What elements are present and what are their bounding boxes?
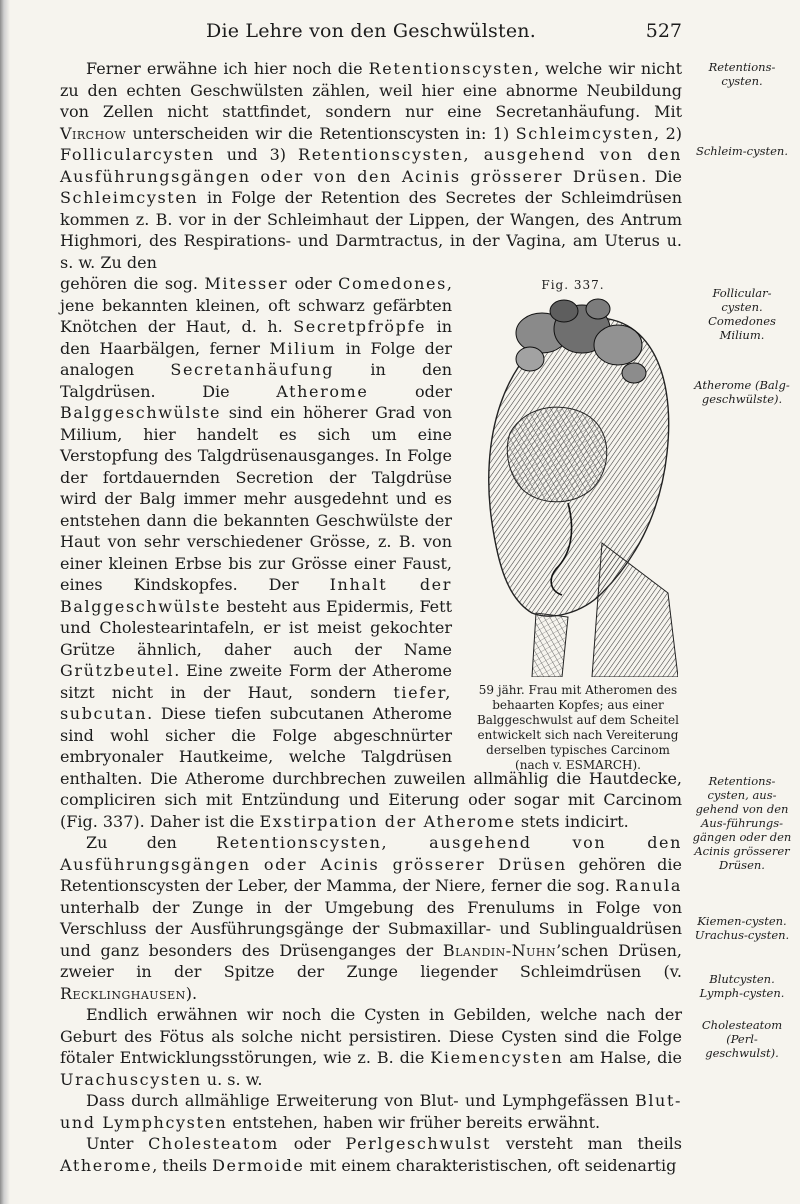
text-run: und 3) <box>214 145 299 164</box>
body-text <box>60 58 682 1176</box>
text-run: ’schen Drüsen, zweier in der Spitze der Zunge liegender Schleimdrüsen (v. <box>60 940 682 981</box>
paragraph-fetal-cysts <box>60 1004 682 1090</box>
running-title: Die Lehre von den Geschwülsten. <box>206 20 536 42</box>
spaced-term: Secretpfröpfe <box>293 317 427 336</box>
text-run: oder <box>368 381 452 401</box>
text-run: in Folge der analogen <box>60 338 452 379</box>
spaced-term: Retentionscysten, ausgehend von den Ausführungsgängen oder von den Acinis grösserer Drüsen <box>60 145 683 186</box>
spaced-term: Grützbeutel <box>60 661 175 680</box>
spaced-term: Secretanhäufung <box>170 360 335 379</box>
text-run: in den Talgdrüsen. Die <box>60 360 453 401</box>
margin-note-blood-lymph: Blutcysten. Lymph-cysten. <box>699 972 785 1000</box>
author-name: Recklinghausen <box>60 983 186 1003</box>
spaced-term: Urachuscysten <box>60 1069 202 1089</box>
spaced-term: tiefer, subcutan <box>60 682 452 723</box>
margin-note-cholesteatoma: Cholesteatom (Perl-geschwulst). <box>701 1018 783 1060</box>
spaced-term: Ranula <box>615 876 682 895</box>
author-name: Blandin-Nuhn <box>442 940 557 960</box>
margin-note-mucous: Schleim-cysten. <box>695 144 788 158</box>
text-run: mit einem charakteristischen, oft seidenartig <box>304 1155 677 1175</box>
text-run: ). <box>185 983 198 1003</box>
page-gutter-shadow <box>0 0 10 1204</box>
text-run: Dass durch allmählige Erweiterung von Blut- und Lymphgefässen <box>86 1091 635 1110</box>
text-run: Ferner erwähne ich hier noch die <box>86 59 369 78</box>
text-run: , theils <box>152 1155 213 1175</box>
margin-note-branchial: Kiemen-cysten. Urachus-cysten. <box>694 914 790 942</box>
spaced-term: Atherome <box>60 1155 153 1175</box>
text-run: am Halse, die <box>563 1048 683 1067</box>
text-run: in den Haarbälgen, ferner <box>60 317 452 358</box>
text-run: , jene bekannten kleinen, oft schwarz gefärbten Knötchen der Haut, d. h. <box>60 274 452 336</box>
page-number: 527 <box>645 20 682 42</box>
text-run: sind ein höherer Grad von Milium, hier handelt es sich um eine Verstopfung des Talgdrüsenausganges. In Folge der fortdauernden Secretion der Talgdrüse wird der Balg immer mehr ausgedehnt und es entstehen dann die bekannten Geschwülste der Haut von sehr verschiedener Grösse, z. B. von einer kleinen Erbse bis zur Grösse einer Faust, eines Kindskopfes. Der <box>60 403 452 594</box>
text-run: . Eine zweite Form der Atherome sitzt nicht in der Haut, sondern <box>60 661 452 702</box>
text-run: , welche wir nicht zu den echten Geschwülsten zählen, weil hier eine abnorme Neubildung von Zellen nicht stattfindet, sondern nur eine Secretanhäufung. Mit <box>60 59 683 121</box>
text-run: Unter <box>86 1134 149 1153</box>
spaced-term: Inhalt der Balggeschwülste <box>60 575 453 616</box>
atheroma-illustration <box>472 293 678 677</box>
spaced-term: Balggeschwülste <box>60 403 222 422</box>
spaced-term: Exstirpation der Atherome <box>259 811 516 831</box>
spaced-term: Mitesser <box>204 274 289 293</box>
text-run: versteht man theils <box>491 1134 683 1153</box>
text-run: oder <box>288 274 339 293</box>
spaced-term: Atherome <box>276 381 369 401</box>
text-run: u. s. w. <box>201 1069 263 1089</box>
figure-caption: 59 jähr. Frau mit Atheromen des behaarten Kopfes; aus einer Balggeschwulst auf dem Scheitel entwickelt sich nach Vereiterung derselben typisches Carcinom (nach v. ESMARCH). <box>476 683 679 772</box>
text-run: Zu den <box>86 833 217 852</box>
spaced-term: Kiemencysten <box>430 1048 564 1067</box>
spaced-term: Blut- und Lymphcysten <box>60 1091 682 1132</box>
spaced-term: Cholesteatom <box>148 1134 279 1153</box>
spaced-term: Perlgeschwulst <box>345 1134 492 1153</box>
running-header <box>60 16 682 50</box>
spaced-term: Schleimcysten <box>60 188 199 207</box>
text-run: gehören die sog. <box>60 274 205 293</box>
spaced-term: Milium <box>269 338 337 358</box>
text-run: . Diese tiefen subcutanen Atherome sind wohl sicher die Folge abgeschnürter embryonaler Hautkeime, welche Talgdrüsen enthalten. Die Atherome durchbrechen zuweilen allmählig die Hautdecke, compliciren sich mit Entzündung und Eiterung oder sogar mit Carcinom (Fig. 337). Daher ist die <box>60 704 682 831</box>
text-run: , 2) <box>654 123 682 143</box>
margin-note-retention: Retentions-cysten. <box>708 60 776 88</box>
margin-note-duct-cysts: Retentions-cysten, aus-gehend von den Aus-führungs-gängen oder den Acinis grösserer Drüsen. <box>692 774 792 872</box>
paragraph-cholesteatoma <box>60 1133 682 1176</box>
spaced-term: Retentionscysten, ausgehend von den Ausführungsgängen oder Acinis grösserer Drüsen <box>60 833 683 874</box>
text-run: unterhalb der Zunge in der Umgebung des Frenulums in Folge von Verschluss der Ausführungsgänge der Submaxillar- und Sublingualdrüsen und ganz besonders des Drüsenganges der <box>60 897 682 960</box>
figure-label: Fig. 337. <box>541 278 605 292</box>
text-run: gehören die Retentionscysten der Leber, der Mamma, der Niere, ferner die sog. <box>60 854 683 895</box>
text-run: Endlich erwähnen wir noch die Cysten in Gebilden, welche nach der Geburt des Fötus als solche nicht persistiren. Diese Cysten sind die Folge fötaler Entwicklungsstörungen, wie z. B. die <box>60 1005 682 1067</box>
paragraph-retention-cysts <box>60 58 682 273</box>
margin-note-atheroma: Atherome (Balg-geschwülste). <box>694 378 790 406</box>
text-run: entstehen, haben wir früher bereits erwähnt. <box>227 1112 601 1132</box>
text-run: . Die <box>641 166 682 186</box>
spaced-term: Dermoide <box>212 1155 305 1175</box>
paragraph-duct-cysts <box>60 832 682 1004</box>
text-run: in Folge der Retention des Secretes der Schleimdrüsen kommen z. B. vor in der Schleimhaut der Lippen, der Wangen, des Antrum Highmori, des Respirations- und Darmtractus, in der Vagina, am Uterus u. s. w. Zu den <box>60 188 682 272</box>
figure-337 <box>464 275 682 772</box>
paragraph-blood-lymph-cysts <box>60 1090 682 1133</box>
author-name: Virchow <box>60 123 127 143</box>
margin-note-follicular: Follicular-cysten. Comedones Milium. <box>708 286 776 342</box>
spaced-term: Comedones <box>338 274 447 293</box>
text-run: unterscheiden wir die Retentionscysten in: 1) <box>126 123 516 143</box>
spaced-term: Retentionscysten <box>368 59 535 78</box>
text-run: oder <box>278 1134 346 1153</box>
spaced-term: Schleimcysten <box>515 123 655 143</box>
text-run: besteht aus Epidermis, Fett und Cholestearintafeln, er ist meist gekochter Grütze ähnlich, daher auch der Name <box>60 596 452 659</box>
spaced-term: Follicularcysten <box>60 145 215 164</box>
text-run: stets indicirt. <box>515 811 629 831</box>
